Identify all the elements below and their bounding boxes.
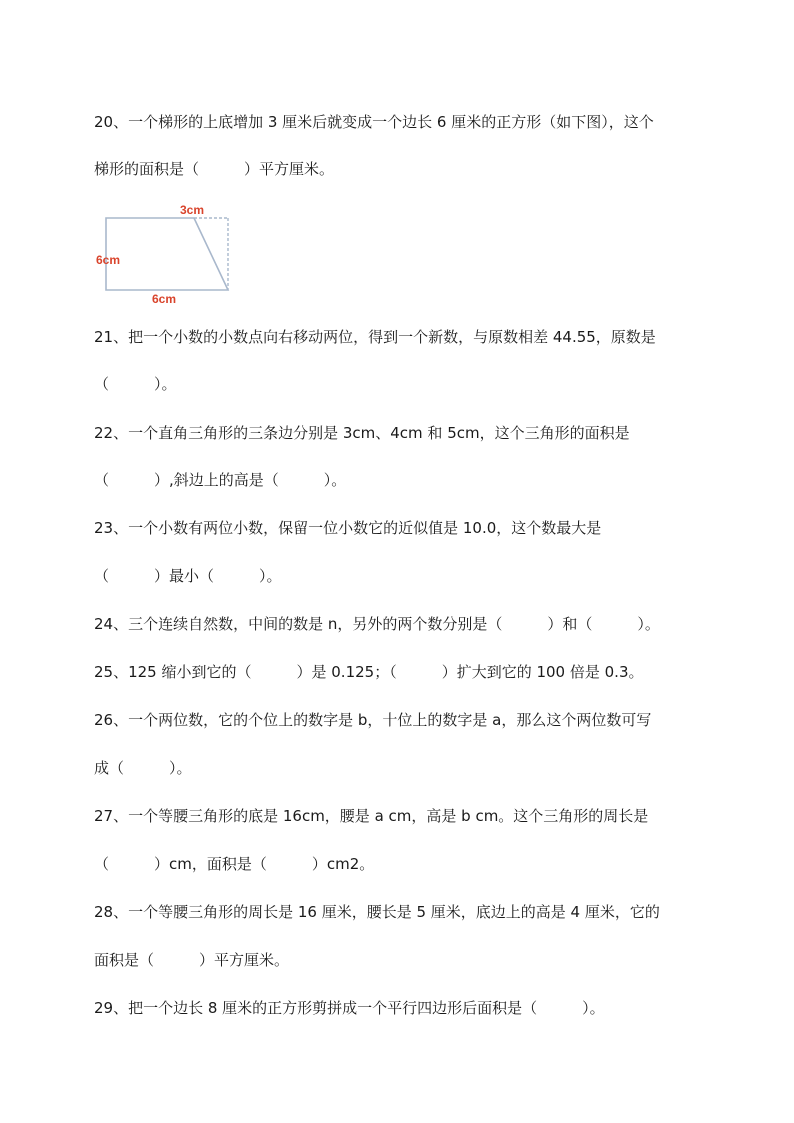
question-23-line-2: （ ）最小（ ）。 xyxy=(94,567,282,585)
question-27-line-2: （ ）cm，面积是（ ）cm2。 xyxy=(94,855,375,873)
question-22-line-2: （ ）,斜边上的高是（ ）。 xyxy=(94,471,347,489)
question-28-line-2: 面积是（ ）平方厘米。 xyxy=(94,951,290,969)
question-28-line-1: 28、一个等腰三角形的周长是 16 厘米，腰长是 5 厘米，底边上的高是 4 厘米，它的 xyxy=(94,903,660,921)
question-23-line-1: 23、一个小数有两位小数，保留一位小数它的近似值是 10.0，这个数最大是 xyxy=(94,519,602,537)
question-21-line-2: （ ）。 xyxy=(94,375,177,393)
question-20-line-1: 20、一个梯形的上底增加 3 厘米后就变成一个边长 6 厘米的正方形（如下图），这个 xyxy=(94,113,654,131)
question-26-line-1: 26、一个两位数，它的个位上的数字是 b，十位上的数字是 a，那么这个两位数可写 xyxy=(94,711,652,729)
question-26-line-2: 成（ ）。 xyxy=(94,759,192,777)
label-bottom-6cm: 6cm xyxy=(152,292,177,305)
question-24-line-1: 24、三个连续自然数，中间的数是 n，另外的两个数分别是（ ）和（ ）。 xyxy=(94,615,660,633)
question-22-line-1: 22、一个直角三角形的三条边分别是 3cm、4cm 和 5cm，这个三角形的面积是 xyxy=(94,424,630,442)
question-27-line-1: 27、一个等腰三角形的底是 16cm，腰是 a cm，高是 b cm。这个三角形的周长是 xyxy=(94,807,649,825)
label-top-3cm: 3cm xyxy=(180,203,205,217)
question-20-line-2: 梯形的面积是（ ）平方厘米。 xyxy=(94,160,335,178)
question-25-line-1: 25、125 缩小到它的（ ）是 0.125；（ ）扩大到它的 100 倍是 0.3。 xyxy=(94,663,644,681)
trapezoid-figure xyxy=(92,200,242,305)
question-29-line-1: 29、把一个边长 8 厘米的正方形剪拼成一个平行四边形后面积是（ ）。 xyxy=(94,999,605,1017)
trapezoid-outline xyxy=(106,218,228,290)
label-left-6cm: 6cm xyxy=(96,253,121,267)
question-21-line-1: 21、把一个小数的小数点向右移动两位，得到一个新数，与原数相差 44.55，原数是 xyxy=(94,328,656,346)
